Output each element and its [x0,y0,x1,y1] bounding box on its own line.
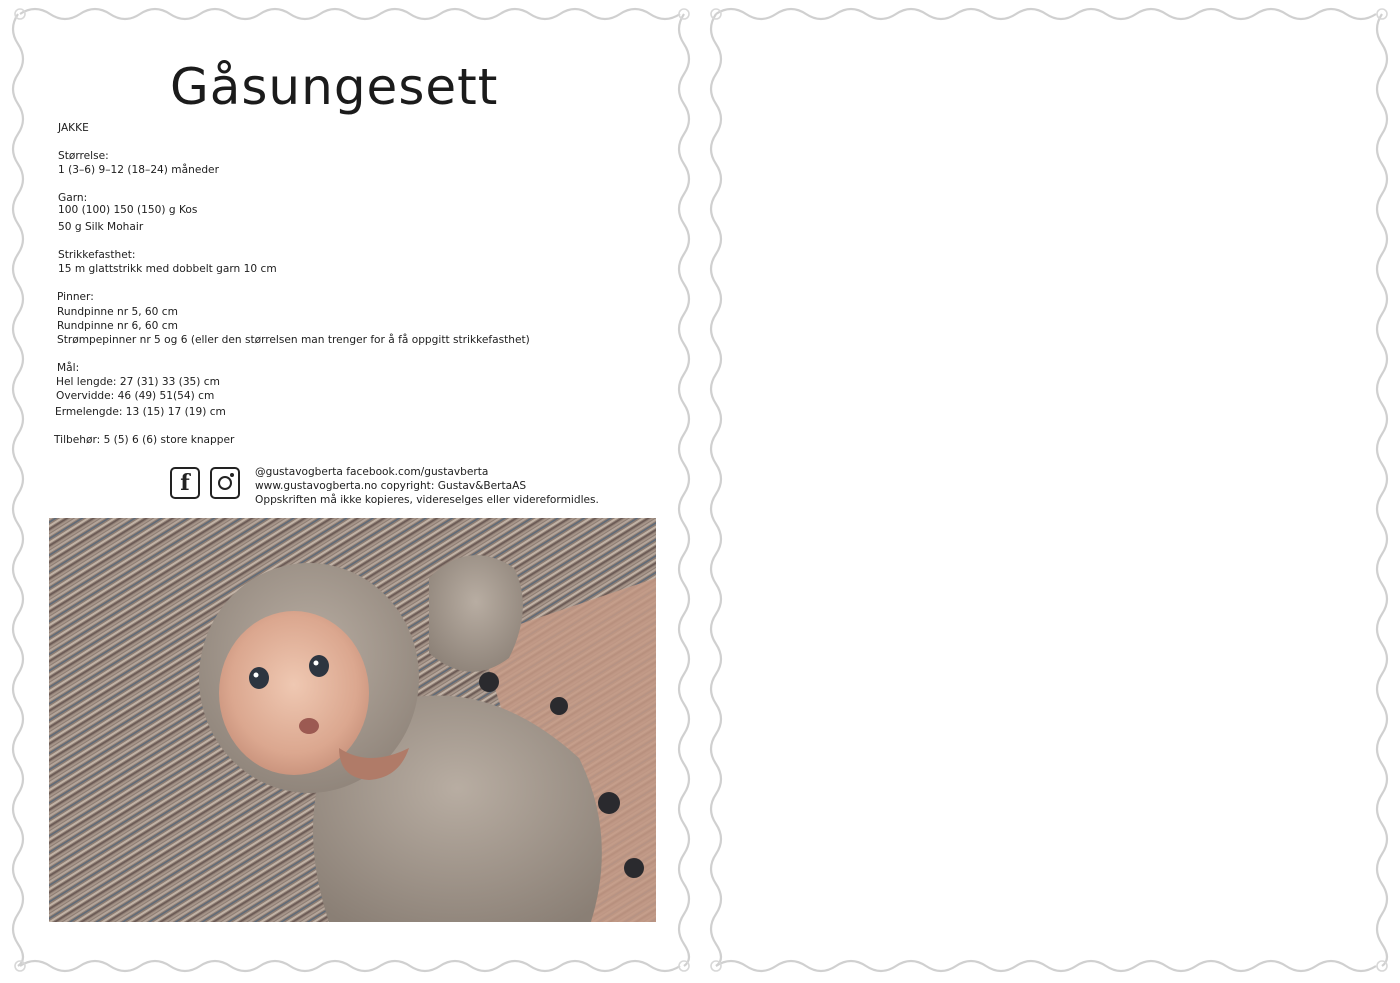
baby-photo [49,518,656,922]
social-icons [170,467,240,499]
instagram-icon[interactable] [210,467,240,499]
size-label: Størrelse: [58,150,109,162]
size-value: 1 (3–6) 9–12 (18–24) måneder [58,164,219,176]
pattern-title: Gåsungesett [170,58,499,116]
copyright-line: www.gustavogberta.no copyright: Gustav&BertaAS [255,480,527,492]
yarn-label: Garn: [58,192,88,204]
copyright-notice: Oppskriften må ikke kopieres, videreselges eller videreformidles. [255,494,599,506]
facebook-icon[interactable]: f [170,467,200,499]
yarn-line: 50 g Silk Mohair [58,221,144,233]
needles-label: Pinner: [57,291,94,303]
yarn-line: 100 (100) 150 (150) g Kos [58,204,198,216]
right-page [700,0,1400,983]
measure-label: Mål: [57,362,80,374]
needles-line: Rundpinne nr 6, 60 cm [57,320,178,332]
gauge-label: Strikkefasthet: [58,249,136,261]
accessories-text: Tilbehør: 5 (5) 6 (6) store knapper [54,434,235,446]
needles-line: Strømpepinner nr 5 og 6 (eller den størrelsen man trenger for å få oppgitt strikkefasthet) [57,334,530,346]
measure-line: Hel lengde: 27 (31) 33 (35) cm [56,376,220,388]
measure-line: Ermelengde: 13 (15) 17 (19) cm [55,406,226,418]
social-handles: @gustavogberta facebook.com/gustavberta [255,466,489,478]
gauge-value: 15 m glattstrikk med dobbelt garn 10 cm [58,263,277,275]
needles-line: Rundpinne nr 5, 60 cm [57,306,178,318]
photo-illustration [49,518,656,922]
section-heading: JAKKE [58,122,89,134]
measure-line: Overvidde: 46 (49) 51(54) cm [56,390,215,402]
